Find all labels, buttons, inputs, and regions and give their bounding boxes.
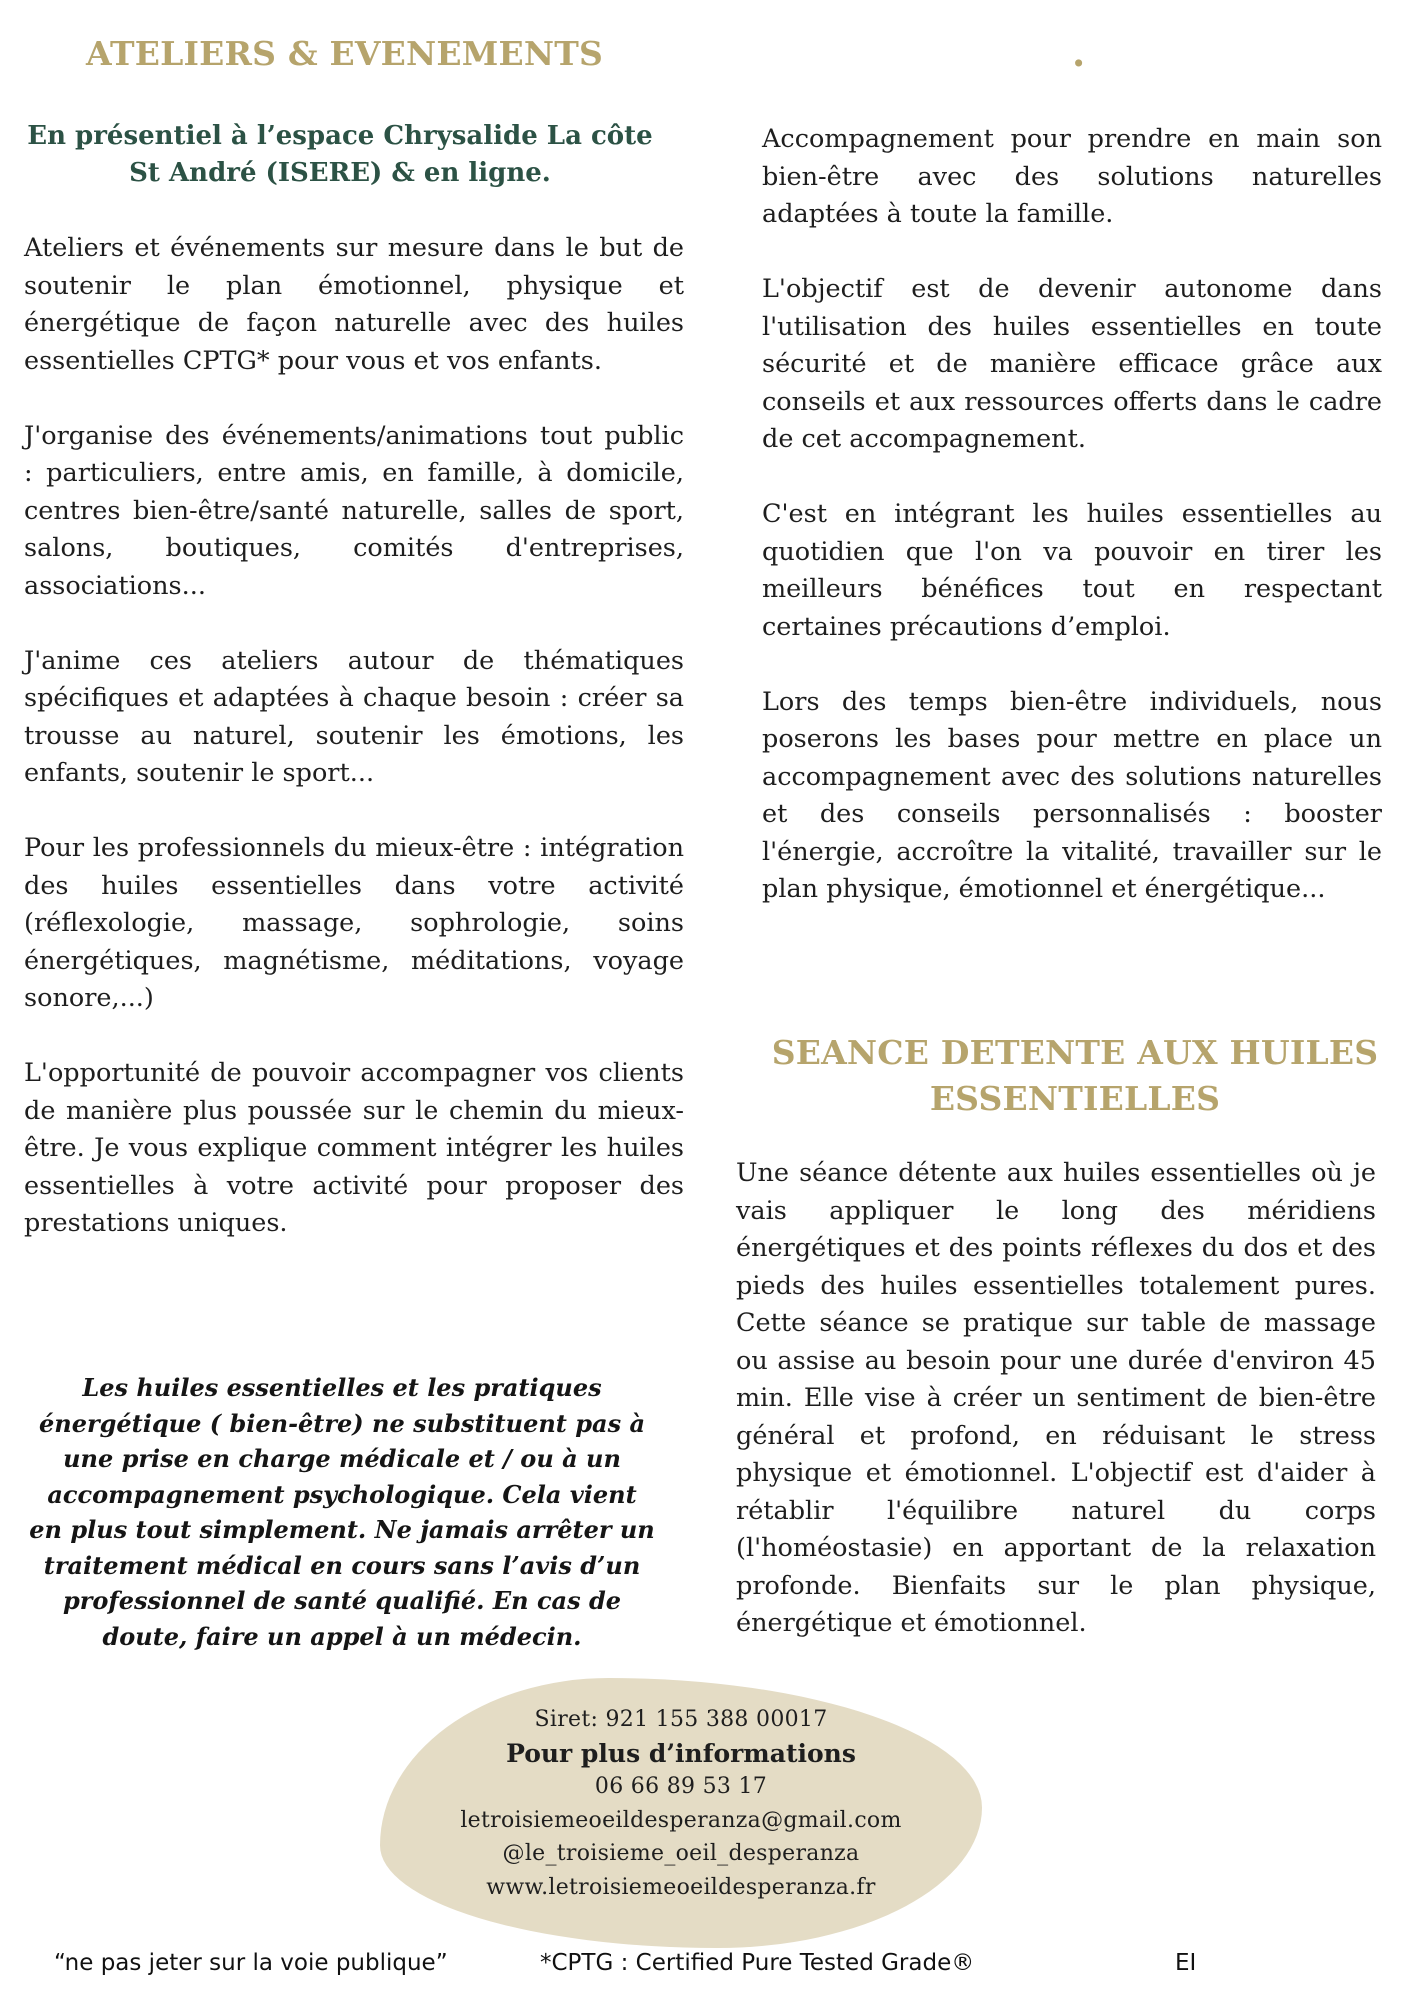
location-line-1: En présentiel à l’espace Chrysalide La côte [27, 121, 653, 151]
seance-title [730, 1030, 1414, 1122]
social-handle: @le_troisieme_oeil_desperanza [502, 1841, 860, 1866]
email-address: letroisiemeoeildesperanza@gmail.com [460, 1807, 902, 1833]
seance-paragraph: Une séance détente aux huiles essentielles où je vais appliquer le long des méridiens énergétiques et des points réflexes du dos et des pieds des huiles essentielles totalement pures. Cette séance se pratique sur table de massage ou assise au besoin pour une durée d'environ 45 min. Elle vise à créer un sentiment de bien-être général et profond, en réduisant le stress physique et émotionnel. L'objectif est d'aider à rétablir l'équilibre naturel du corps (l'homéostasie) en apportant de la relaxation profonde. Bienfaits sur le plan physique, énergétique et émotionnel. [736, 1158, 1376, 1638]
left-paragraph-3: J'anime ces ateliers autour de thématiques spécifiques et adaptées à chaque besoin : créer sa trousse au naturel, soutenir les émotions, les enfants, soutenir le sport... [24, 645, 684, 788]
right-column [762, 121, 1382, 946]
right-paragraph-1: Accompagnement pour prendre en main son bien-être avec des solutions naturelles adaptées à toute la famille. [762, 124, 1382, 229]
left-column [24, 230, 684, 1280]
right-paragraph-2: L'objectif est de devenir autonome dans l'utilisation des huiles essentielles en toute sécurité et de manière efficace grâce aux conseils et aux ressources offerts dans le cadre de cet accompagnement. [762, 274, 1382, 454]
contact-block [380, 1703, 982, 1904]
seance-title-line-2: ESSENTIELLES [929, 1079, 1221, 1118]
medical-disclaimer: Les huiles essentielles et les pratiques énergétique ( bien-être) ne substituent pas à une prise en charge médicale et / ou à un accompagnement psychologique. Cela vient en plus tout simplement. Ne jamais arrêter un traitement médical en cours sans l’avis d’un professionnel de santé qualifié. En cas de doute, faire un appel à un médecin. [29, 1373, 655, 1651]
siret-number: Siret: 921 155 388 00017 [534, 1707, 828, 1732]
right-paragraph-3: C'est en intégrant les huiles essentielles au quotidien que l'on va pouvoir en tirer les meilleurs bénéfices tout en respectant certaines précautions d’emploi. [762, 499, 1382, 642]
footer-ei: EI [1175, 1950, 1197, 1976]
phone-number: 06 66 89 53 17 [594, 1774, 768, 1799]
location-line-2: St André (ISERE) & en ligne. [129, 158, 551, 188]
website-url: www.letroisiemeoeildesperanza.fr [486, 1874, 876, 1900]
seance-section [736, 1155, 1376, 1680]
header-dot: . [1072, 30, 1086, 75]
left-paragraph-2: J'organise des événements/animations tout public : particuliers, entre amis, en famille, à domicile, centres bien-être/santé naturelle, salles de sport, salons, boutiques, comités d'entreprises, associations... [24, 420, 684, 601]
contact-heading: Pour plus d’informations [506, 1738, 856, 1768]
left-paragraph-4: Pour les professionnels du mieux-être : intégration des huiles essentielles dans votre activité (réflexologie, massage, sophrologie, soins énergétiques, magnétisme, méditations, voyage sonore,...) [24, 833, 684, 1013]
seance-title-line-1: SEANCE DETENTE AUX HUILES [771, 1033, 1379, 1072]
footer-cptg-note: *CPTG : Certified Pure Tested Grade® [540, 1950, 975, 1976]
location-subtitle [20, 118, 660, 192]
ateliers-title: ATELIERS & EVENEMENTS [86, 34, 603, 73]
left-paragraph-5: L'opportunité de pouvoir accompagner vos clients de manière plus poussée sur le chemin du mieux-être. Je vous explique comment intégrer les huiles essentielles à votre activité pour proposer des prestations uniques. [24, 1058, 684, 1238]
right-paragraph-4: Lors des temps bien-être individuels, nous poserons les bases pour mettre en place un accompagnement avec des solutions naturelles et des conseils personnalisés : booster l'énergie, accroître la vitalité, travailler sur le plan physique, émotionnel et énergétique... [762, 686, 1382, 904]
footer-recycling-note: “ne pas jeter sur la voie publique” [54, 1950, 448, 1976]
left-paragraph-1: Ateliers et événements sur mesure dans le but de soutenir le plan émotionnel, physique et énergétique de façon naturelle avec des huiles essentielles CPTG* pour vous et vos enfants. [24, 233, 684, 376]
